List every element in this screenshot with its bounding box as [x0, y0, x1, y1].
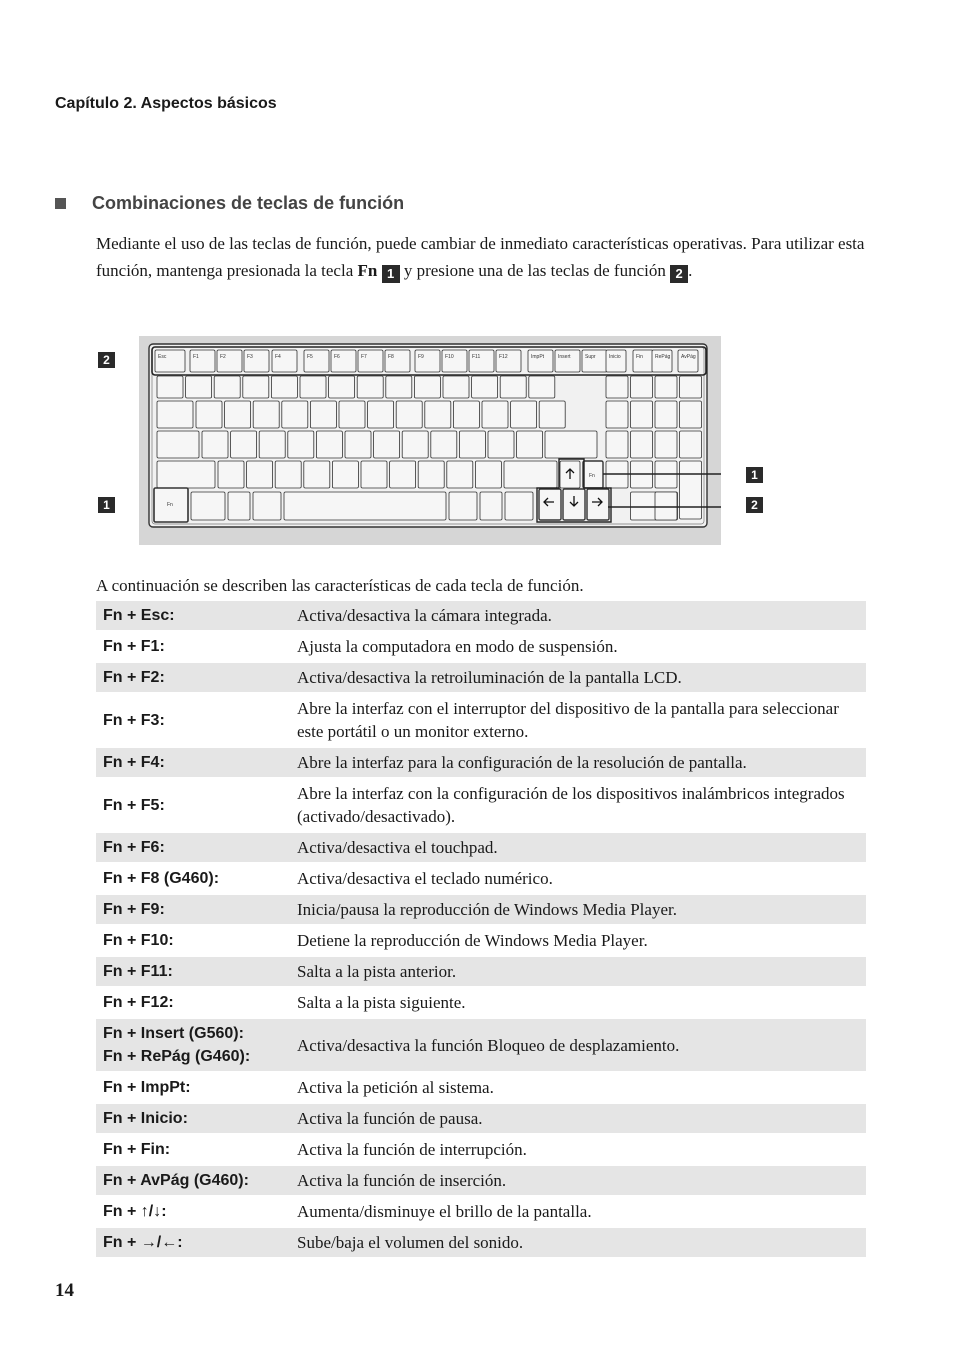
key-combo: Fn + F3: [103, 711, 165, 729]
function-key-label: Esc [158, 354, 167, 360]
keycap [418, 461, 444, 488]
keycap [425, 401, 451, 428]
key-combo-cell [96, 747, 290, 778]
keycap [357, 376, 383, 398]
keycap [631, 431, 653, 458]
function-key-label: RePág [655, 354, 671, 360]
function-key-label: F9 [418, 354, 424, 360]
description-cell: Salta a la pista anterior. [297, 962, 457, 981]
key-combo: Fn + →/←: [103, 1234, 183, 1251]
keycap [304, 461, 330, 488]
table-row [96, 1072, 866, 1103]
keycap [511, 401, 537, 428]
keycap [480, 492, 502, 520]
keycap [606, 431, 628, 458]
function-key-label: Inicio [609, 354, 621, 360]
keycap [329, 376, 355, 398]
key-combo-cell [96, 1196, 290, 1227]
keycap [310, 401, 336, 428]
keycap [157, 461, 215, 488]
table-row [96, 863, 866, 894]
table-row [96, 894, 866, 925]
key-combo: Fn + ImpPt: [103, 1079, 191, 1096]
function-key-label: ImpPt [531, 354, 545, 360]
keycap [655, 376, 677, 398]
key-combo-alt: Fn + RePág (G460): [103, 1048, 251, 1065]
key-combo-cell [96, 1018, 290, 1072]
function-key-label: AvPág [681, 354, 696, 360]
callout-badge-2: 2 [670, 265, 688, 283]
key-combo-cell [96, 1103, 290, 1134]
table-row [96, 1134, 866, 1165]
fn-key-left-label: Fn [167, 502, 173, 508]
description-cell: Abre la interfaz con el interruptor del dispositivo de la pantalla para seleccionar este portátil o un monitor externo. [297, 699, 839, 741]
description-cell: Abre la interfaz para la configuración de la resolución de pantalla. [297, 753, 747, 772]
keycap [361, 461, 387, 488]
keycap [402, 431, 428, 458]
keycap [271, 376, 297, 398]
description-cell: Salta a la pista siguiente. [297, 993, 466, 1012]
function-key-label: F12 [499, 354, 508, 360]
keycap [253, 492, 281, 520]
key-combo-cell [96, 1072, 290, 1103]
intro-text-2: y presione una de las teclas de función [399, 260, 671, 280]
function-key-label: F2 [220, 354, 226, 360]
page-number: 14 [55, 1280, 74, 1301]
table-row [96, 987, 866, 1018]
function-key-label: F3 [247, 354, 253, 360]
table-row [96, 1165, 866, 1196]
keycap [300, 376, 326, 398]
key-combo-cell [96, 863, 290, 894]
keycap [453, 401, 479, 428]
keycap [631, 401, 653, 428]
keycap [517, 431, 543, 458]
keycap [247, 461, 273, 488]
spacebar [284, 492, 446, 520]
key-combo-cell [96, 894, 290, 925]
keycap [186, 376, 212, 398]
keycap [680, 431, 702, 458]
fn-label: Fn [357, 260, 378, 280]
key-combo: Fn + F11: [103, 963, 173, 980]
function-key-label: F4 [275, 354, 281, 360]
keycap [157, 376, 183, 398]
chapter-heading: Capítulo 2. Aspectos básicos [55, 95, 277, 112]
function-key-label: F8 [388, 354, 394, 360]
key-combo: Fn + F2: [103, 669, 165, 686]
function-key-label: Fin [636, 354, 643, 360]
key-combo: Fn + F1: [103, 638, 165, 655]
function-key-label: F5 [307, 354, 313, 360]
keycap [231, 431, 257, 458]
table-row [96, 662, 866, 693]
keycap [443, 376, 469, 398]
keycap [529, 376, 555, 398]
arrow-right-key [587, 489, 609, 520]
description-cell: Activa/desactiva la función Bloqueo de desplazamiento. [297, 1035, 680, 1055]
description-cell: Activa/desactiva el teclado numérico. [297, 869, 553, 888]
function-key-table [96, 601, 866, 1259]
keycap [228, 492, 250, 520]
key-combo-cell [96, 693, 290, 747]
table-row [96, 693, 866, 747]
function-key-label: F11 [472, 354, 481, 360]
intro-paragraph [96, 231, 876, 284]
key-combo: Fn + Fin: [103, 1141, 171, 1158]
key-combo: Fn + F6: [103, 839, 165, 856]
keycap [253, 401, 279, 428]
description-cell: Activa/desactiva el touchpad. [297, 838, 498, 857]
key-combo-cell [96, 925, 290, 956]
keycap [680, 461, 702, 519]
keycap [472, 376, 498, 398]
callout-fn-right: 1 [746, 467, 763, 483]
callout-fkeys-left: 2 [98, 352, 115, 368]
keycap [345, 431, 371, 458]
keycap [631, 376, 653, 398]
keycap [390, 461, 416, 488]
table-row [96, 832, 866, 863]
keycap [374, 431, 400, 458]
keycap [655, 401, 677, 428]
keycap [505, 492, 533, 520]
keycap [368, 401, 394, 428]
function-key-label: Supr [585, 354, 596, 360]
table-row [96, 956, 866, 987]
description-cell: Activa la función de inserción. [297, 1171, 507, 1190]
keycap [282, 401, 308, 428]
keycap [414, 376, 440, 398]
function-key-label: F6 [334, 354, 340, 360]
key-combo: Fn + ↑/↓: [103, 1203, 167, 1220]
keycap [332, 461, 358, 488]
keycap [655, 492, 677, 520]
key-combo-cell [96, 987, 290, 1018]
table-row [96, 601, 866, 631]
keycap [606, 401, 628, 428]
key-combo: Fn + F9: [103, 901, 165, 918]
keycap [288, 431, 314, 458]
intro-text-1: Mediante el uso de las teclas de función, puede cambiar de inmediato características operativas. Para utilizar esta función, mantenga presionada la tecla [96, 234, 865, 280]
function-key-label: F7 [361, 354, 367, 360]
keycap [191, 492, 225, 520]
description-cell: Aumenta/disminuye el brillo de la pantalla. [297, 1202, 592, 1221]
key-combo: Fn + AvPág (G460): [103, 1172, 249, 1189]
keycap [157, 431, 199, 458]
keycap [243, 376, 269, 398]
section-heading [55, 193, 404, 214]
table-row [96, 631, 866, 662]
key-combo-cell [96, 631, 290, 662]
keycap [539, 401, 565, 428]
key-combo: Fn + Insert (G560): [103, 1025, 244, 1042]
keycap [396, 401, 422, 428]
key-combo-cell [96, 778, 290, 832]
section-title: Combinaciones de teclas de función [92, 193, 405, 213]
keycap [214, 376, 240, 398]
table-row [96, 747, 866, 778]
keycap [431, 431, 457, 458]
keycap [655, 431, 677, 458]
key-combo-cell [96, 1134, 290, 1165]
key-combo: Fn + Esc: [103, 607, 175, 624]
keycap [202, 431, 228, 458]
callout-arrows-right: 2 [746, 497, 763, 513]
intro-text-3: . [688, 260, 693, 280]
keycap [680, 401, 702, 428]
description-cell: Sube/baja el volumen del sonido. [297, 1233, 524, 1252]
keycap [488, 431, 514, 458]
key-combo-cell [96, 1165, 290, 1196]
function-key-label: Insert [558, 354, 571, 360]
key-combo: Fn + F12: [103, 994, 174, 1011]
description-cell: Activa la función de pausa. [297, 1109, 483, 1128]
description-cell: Activa/desactiva la retroiluminación de la pantalla LCD. [297, 668, 682, 687]
keycap [504, 461, 557, 488]
arrow-left-key [539, 489, 561, 520]
description-cell: Abre la interfaz con la configuración de los dispositivos inalámbricos integrados (activado/desactivado). [297, 784, 845, 826]
keyboard-figure [103, 336, 758, 545]
keycap [545, 431, 597, 458]
key-combo: Fn + F5: [103, 796, 165, 814]
key-combo-cell [96, 662, 290, 693]
table-row [96, 778, 866, 832]
keycap [482, 401, 508, 428]
table-row [96, 1103, 866, 1134]
description-cell: Inicia/pausa la reproducción de Windows Media Player. [297, 900, 677, 919]
keycap [316, 431, 342, 458]
key-combo: Fn + F4: [103, 754, 165, 771]
description-cell: Activa/desactiva la cámara integrada. [297, 606, 552, 625]
description-cell: Detiene la reproducción de Windows Media Player. [297, 931, 648, 950]
keycap [475, 461, 501, 488]
keycap [259, 431, 285, 458]
keycap [449, 492, 477, 520]
description-cell: Activa la función de interrupción. [297, 1140, 527, 1159]
key-combo-cell [96, 832, 290, 863]
keycap [447, 461, 473, 488]
function-key-label: F1 [193, 354, 199, 360]
description-cell: Activa la petición al sistema. [297, 1078, 494, 1097]
keycap [339, 401, 365, 428]
callout-badge-1: 1 [382, 265, 400, 283]
key-combo-cell [96, 1227, 290, 1258]
keycap [275, 461, 301, 488]
key-combo-cell [96, 601, 290, 631]
key-combo: Fn + F8 (G460): [103, 870, 220, 887]
callout-fn-left: 1 [98, 497, 115, 513]
table-caption: A continuación se describen las características de cada tecla de función. [96, 576, 584, 595]
keycap [680, 376, 702, 398]
table-row [96, 1196, 866, 1227]
keyboard-illustration [139, 336, 721, 545]
key-combo: Fn + F10: [103, 932, 174, 949]
keycap [225, 401, 251, 428]
keycap [500, 376, 526, 398]
table-row [96, 1018, 866, 1072]
keycap [218, 461, 244, 488]
key-combo: Fn + Inicio: [103, 1110, 188, 1127]
keycap [157, 401, 193, 428]
square-bullet-icon [55, 198, 66, 209]
keycap [606, 376, 628, 398]
fn-key-right-label: Fn [589, 473, 595, 479]
key-combo-cell [96, 956, 290, 987]
keycap [196, 401, 222, 428]
function-key-label: F10 [445, 354, 454, 360]
keycap [459, 431, 485, 458]
description-cell: Ajusta la computadora en modo de suspensión. [297, 637, 618, 656]
table-row [96, 925, 866, 956]
table-row [96, 1227, 866, 1258]
keycap [386, 376, 412, 398]
